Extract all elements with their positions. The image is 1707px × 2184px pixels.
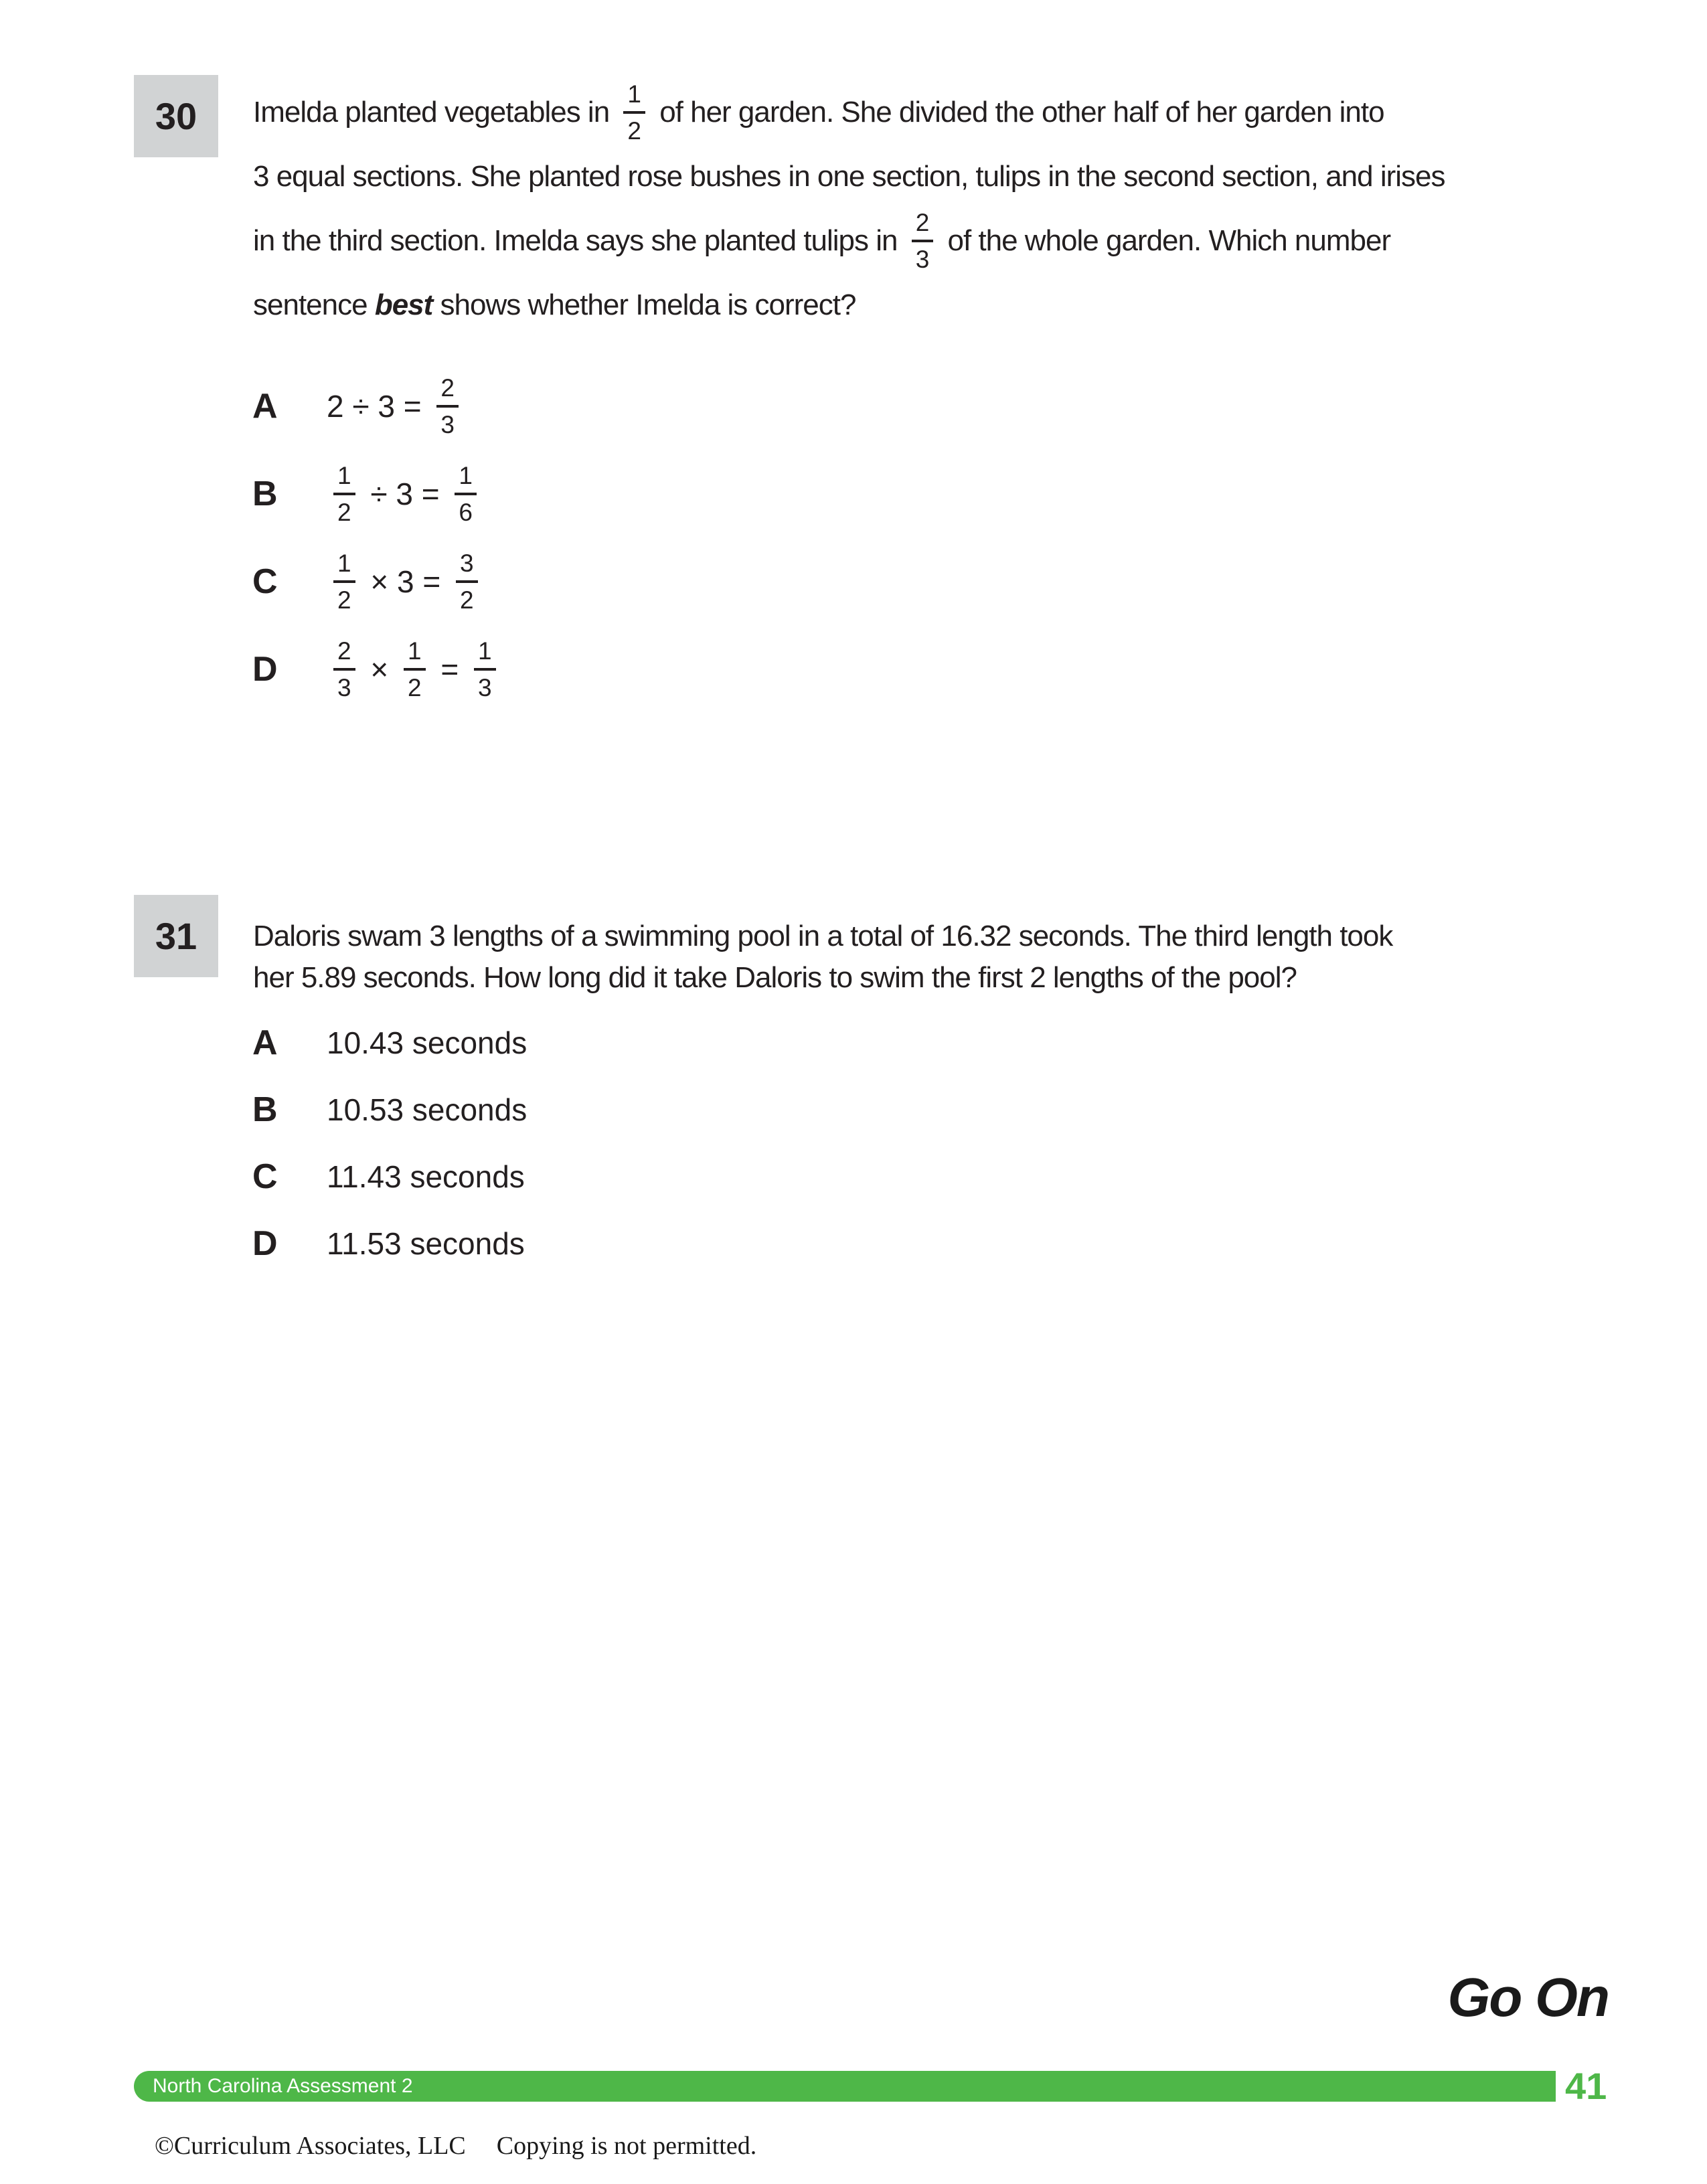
fraction xyxy=(456,551,478,612)
question-number: 30 xyxy=(155,95,197,137)
text-segment: 3 equal sections. She planted rose bushes in one section, tulips in the second section, and irises xyxy=(253,160,1445,193)
fraction-numerator: 3 xyxy=(460,550,474,577)
fraction-denominator: 3 xyxy=(436,405,459,437)
fraction xyxy=(333,639,355,700)
fraction xyxy=(436,375,459,437)
choice-letter: D xyxy=(252,650,278,689)
choice-letter: B xyxy=(252,1090,278,1129)
choice-letter: A xyxy=(252,387,278,426)
fraction-numerator: 1 xyxy=(627,80,641,108)
fraction-denominator: 3 xyxy=(474,668,496,700)
choice-text xyxy=(327,463,483,525)
choice-letter: C xyxy=(252,562,278,601)
answer-choices xyxy=(252,1023,527,1290)
fraction-numerator: 2 xyxy=(337,637,351,665)
text-segment: 11.43 seconds xyxy=(327,1159,525,1194)
copyright-text: ©Curriculum Associates, LLC xyxy=(155,2132,466,2160)
fraction-denominator: 2 xyxy=(333,493,355,525)
fraction xyxy=(623,82,645,143)
choice-row xyxy=(252,457,503,531)
choice-letter: D xyxy=(252,1224,278,1263)
choice-letter: A xyxy=(252,1023,278,1062)
text-segment: ÷ 3 = xyxy=(361,477,449,511)
text-segment: of her garden. She divided the other half of her garden into xyxy=(651,96,1384,129)
fraction-numerator: 2 xyxy=(440,374,455,402)
prompt-line xyxy=(253,206,1445,276)
prompt-line xyxy=(253,147,1445,206)
question-prompt xyxy=(253,916,1392,999)
fraction-numerator: 1 xyxy=(459,462,473,489)
fraction-denominator: 2 xyxy=(623,111,645,143)
page-number: 41 xyxy=(1565,2065,1607,2107)
footer-bar xyxy=(134,2071,1556,2102)
fraction xyxy=(333,463,355,525)
text-segment: Imelda planted vegetables in xyxy=(253,96,617,129)
choice-text xyxy=(327,1092,527,1128)
choice-row xyxy=(252,633,503,706)
fraction-denominator: 3 xyxy=(912,240,934,272)
fraction-numerator: 1 xyxy=(337,462,351,489)
prompt-line xyxy=(253,916,1392,957)
question-prompt xyxy=(253,78,1445,335)
text-segment: Daloris swam 3 lengths of a swimming pool in a total of 16.32 seconds. The third length took xyxy=(253,920,1393,952)
fraction-numerator: 1 xyxy=(337,550,351,577)
choice-row xyxy=(252,369,503,443)
text-segment: = xyxy=(432,652,468,687)
question-number-box xyxy=(134,895,218,977)
answer-choices xyxy=(252,369,503,720)
choice-row xyxy=(252,1090,527,1130)
choice-text xyxy=(327,1159,525,1195)
fraction-denominator: 2 xyxy=(404,668,426,700)
fraction-denominator: 2 xyxy=(456,580,478,612)
question-number: 31 xyxy=(155,915,197,957)
choice-text xyxy=(327,1025,527,1061)
go-on-label: Go On xyxy=(1447,1967,1609,2028)
footer-bar-label: North Carolina Assessment 2 xyxy=(153,2075,413,2097)
text-segment: of the whole garden. Which number xyxy=(940,224,1391,257)
fraction xyxy=(455,463,477,525)
text-segment: her 5.89 seconds. How long did it take Daloris to swim the first 2 lengths of the pool? xyxy=(253,961,1297,994)
text-segment: in the third section. Imelda says she planted tulips in xyxy=(253,224,905,257)
text-segment: sentence xyxy=(253,288,375,321)
fraction xyxy=(474,639,496,700)
choice-text xyxy=(327,551,485,612)
text-segment: shows whether Imelda is correct? xyxy=(432,288,856,321)
prompt-line xyxy=(253,957,1392,999)
prompt-line xyxy=(253,78,1445,147)
copy-notice: Copying is not permitted. xyxy=(496,2132,757,2160)
prompt-line xyxy=(253,276,1445,335)
text-segment: 11.53 seconds xyxy=(327,1226,525,1261)
choice-row xyxy=(252,545,503,618)
fraction-numerator: 1 xyxy=(408,637,422,665)
fraction-numerator: 2 xyxy=(915,209,930,236)
copyright-line xyxy=(142,2102,756,2161)
fraction-denominator: 3 xyxy=(333,668,355,700)
fraction xyxy=(912,210,934,272)
text-segment: × 3 = xyxy=(361,564,450,599)
fraction-denominator: 6 xyxy=(455,493,477,525)
text-segment: 10.53 seconds xyxy=(327,1092,527,1127)
fraction-numerator: 1 xyxy=(478,637,492,665)
fraction xyxy=(404,639,426,700)
choice-text xyxy=(327,639,503,700)
fraction xyxy=(333,551,355,612)
choice-letter: C xyxy=(252,1157,278,1196)
text-segment: 10.43 seconds xyxy=(327,1025,527,1060)
question-number-box xyxy=(134,75,218,157)
text-segment: × xyxy=(361,652,398,687)
choice-letter: B xyxy=(252,475,278,513)
choice-row xyxy=(252,1224,527,1264)
choice-text xyxy=(327,1226,525,1262)
text-segment: 2 ÷ 3 = xyxy=(327,389,430,424)
choice-text xyxy=(327,375,465,437)
choice-row xyxy=(252,1023,527,1063)
choice-row xyxy=(252,1157,527,1197)
fraction-denominator: 2 xyxy=(333,580,355,612)
emphasized-text: best xyxy=(374,288,433,321)
